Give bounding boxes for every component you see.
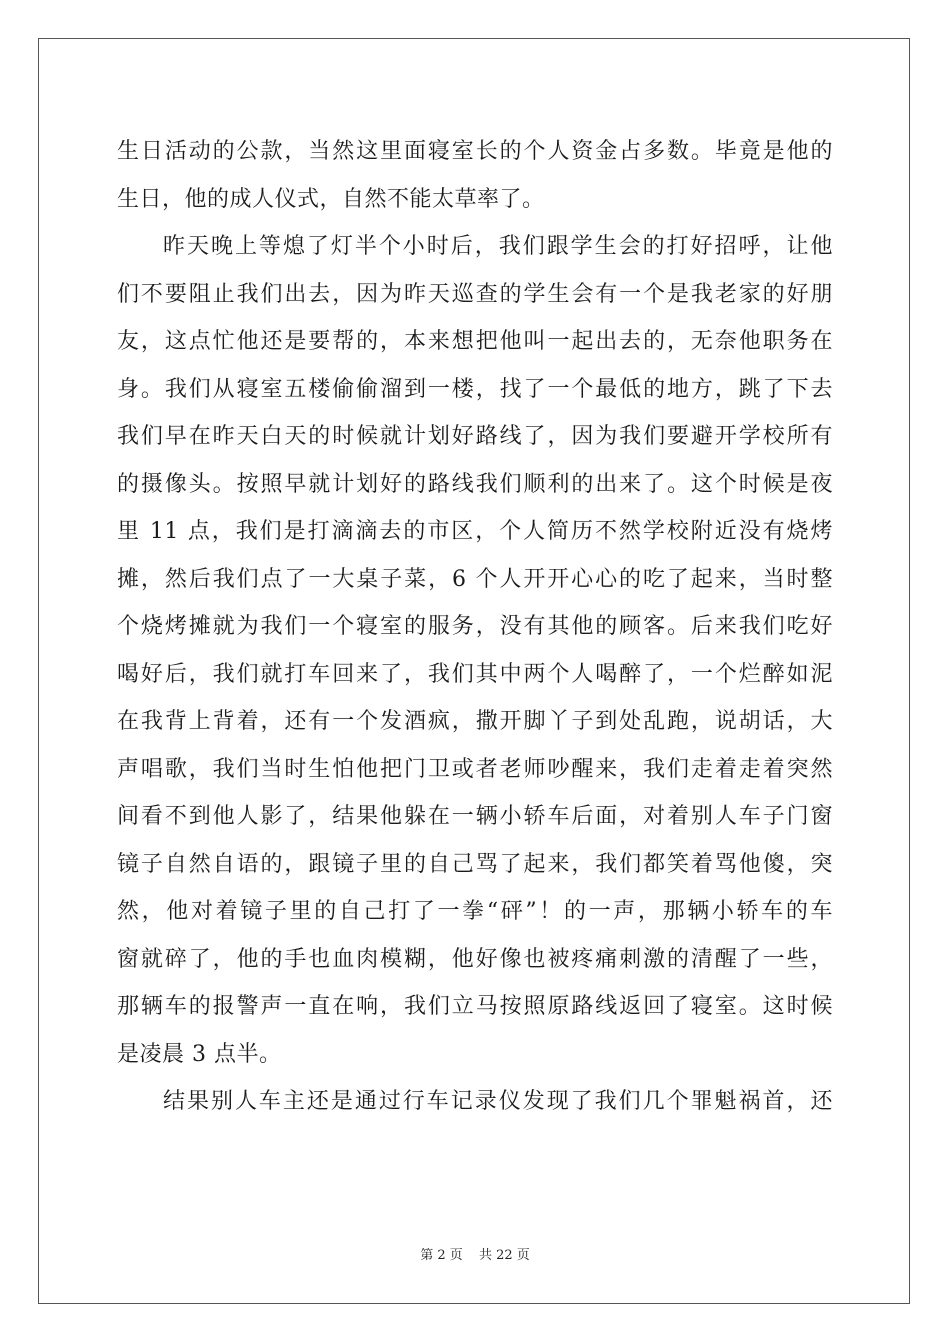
text-line: 那辆车的报警声一直在响，我们立马按照原路线返回了寝室。这时候 — [117, 994, 833, 1019]
text-line: 们不要阻止我们出去，因为昨天巡查的学生会有一个是我老家的好朋 — [117, 281, 833, 307]
text-line: 身。我们从寝室五楼偷偷溜到一楼，找了一个最低的地方，跳了下去 — [117, 376, 833, 402]
text-line: 里 11 点，我们是打滴滴去的市区，个人简历不然学校附近没有烧烤 — [117, 519, 833, 544]
page-footer — [0, 1244, 950, 1263]
text-line: 是凌晨 3 点半。 — [117, 1041, 282, 1067]
text-line: 间看不到他人影了，结果他躲在一辆小轿车后面，对着别人车子门窗 — [117, 804, 833, 829]
page-total: 共 22 页 — [478, 1248, 530, 1263]
text-line: 生日，他的成人仪式，自然不能太草率了。 — [117, 186, 545, 212]
text-line: 镜子自然自语的，跟镜子里的自己骂了起来，我们都笑着骂他傻，突 — [117, 851, 833, 877]
document-body — [117, 128, 833, 1126]
text-line: 个烧烤摊就为我们一个寝室的服务，没有其他的顾客。后来我们吃好 — [117, 614, 833, 639]
text-line: 的摄像头。按照早就计划好的路线我们顺利的出来了。这个时候是夜 — [117, 471, 833, 497]
text-line: 结果别人车主还是通过行车记录仪发现了我们几个罪魁祸首，还 — [163, 1089, 833, 1114]
text-line: 生日活动的公款，当然这里面寝室长的个人资金占多数。毕竟是他的 — [117, 139, 833, 164]
text-line: 昨天晚上等熄了灯半个小时后，我们跟学生会的打好招呼，让他 — [163, 234, 833, 259]
text-line: 然，他对着镜子里的自己打了一拳“砰”！的一声，那辆小轿车的车 — [117, 899, 833, 924]
text-line: 在我背上背着，还有一个发酒疯，撒开脚丫子到处乱跑，说胡话，大 — [117, 709, 833, 734]
text-line: 喝好后，我们就打车回来了，我们其中两个人喝醉了，一个烂醉如泥 — [117, 661, 833, 687]
text-line: 我们早在昨天白天的时候就计划好路线了，因为我们要避开学校所有 — [117, 424, 833, 449]
text-line: 窗就碎了，他的手也血肉模糊，他好像也被疼痛刺激的清醒了一些， — [117, 946, 833, 972]
text-line: 声唱歌，我们当时生怕他把门卫或者老师吵醒来，我们走着走着突然 — [117, 756, 833, 782]
text-line: 摊，然后我们点了一大桌子菜，6 个人开开心心的吃了起来，当时整 — [117, 566, 833, 592]
page-number: 第 2 页 — [420, 1248, 463, 1263]
text-line: 友，这点忙他还是要帮的，本来想把他叫一起出去的，无奈他职务在 — [117, 329, 833, 354]
